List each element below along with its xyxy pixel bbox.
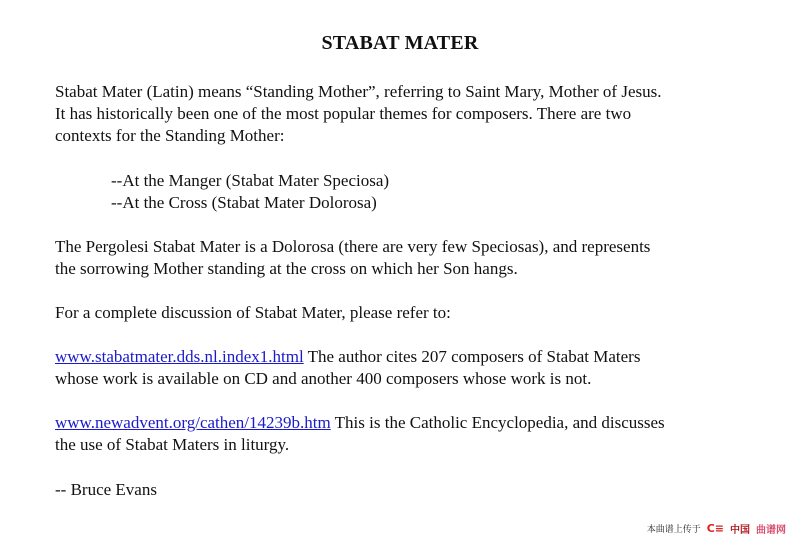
document-title: STABAT MATER	[321, 32, 479, 54]
pergolesi-line-1: The Pergolesi Stabat Mater is a Dolorosa (there are very few Speciosas), and represents	[55, 237, 651, 256]
context-manger: --At the Manger (Stabat Mater Speciosa)	[111, 171, 390, 190]
refer-line: For a complete discussion of Stabat Mater, please refer to:	[55, 303, 451, 322]
reference-1	[55, 347, 640, 367]
reference-1-line-2: whose work is available on CD and another 400 composers whose work is not.	[55, 369, 592, 388]
reference-2	[55, 413, 665, 433]
context-cross: --At the Cross (Stabat Mater Dolorosa)	[111, 193, 377, 212]
reference-1-text: The author cites 207 composers of Stabat Maters	[303, 347, 641, 366]
intro-line-2: It has historically been one of the most popular themes for composers. There are two	[55, 104, 632, 123]
reference-2-text: This is the Catholic Encyclopedia, and discusses	[330, 413, 665, 432]
signature: -- Bruce Evans	[55, 480, 157, 499]
intro-line-1: Stabat Mater (Latin) means “Standing Mother”, referring to Saint Mary, Mother of Jesus.	[55, 82, 662, 101]
site-logo-name: 曲谱网	[756, 525, 786, 536]
watermark-text: 本曲谱上传于	[646, 525, 701, 535]
site-logo-icon: C≡	[706, 522, 724, 535]
newadvent-link[interactable]: www.newadvent.org/cathen/14239b.htm	[55, 413, 331, 432]
reference-2-line-2: the use of Stabat Maters in liturgy.	[55, 435, 290, 454]
site-logo-cn: 中国	[730, 525, 750, 536]
intro-line-3: contexts for the Standing Mother:	[55, 126, 285, 145]
watermark	[647, 521, 786, 536]
stabatmater-link[interactable]: www.stabatmater.dds.nl.index1.html	[55, 347, 304, 366]
pergolesi-line-2: the sorrowing Mother standing at the cross on which her Son hangs.	[55, 259, 518, 278]
